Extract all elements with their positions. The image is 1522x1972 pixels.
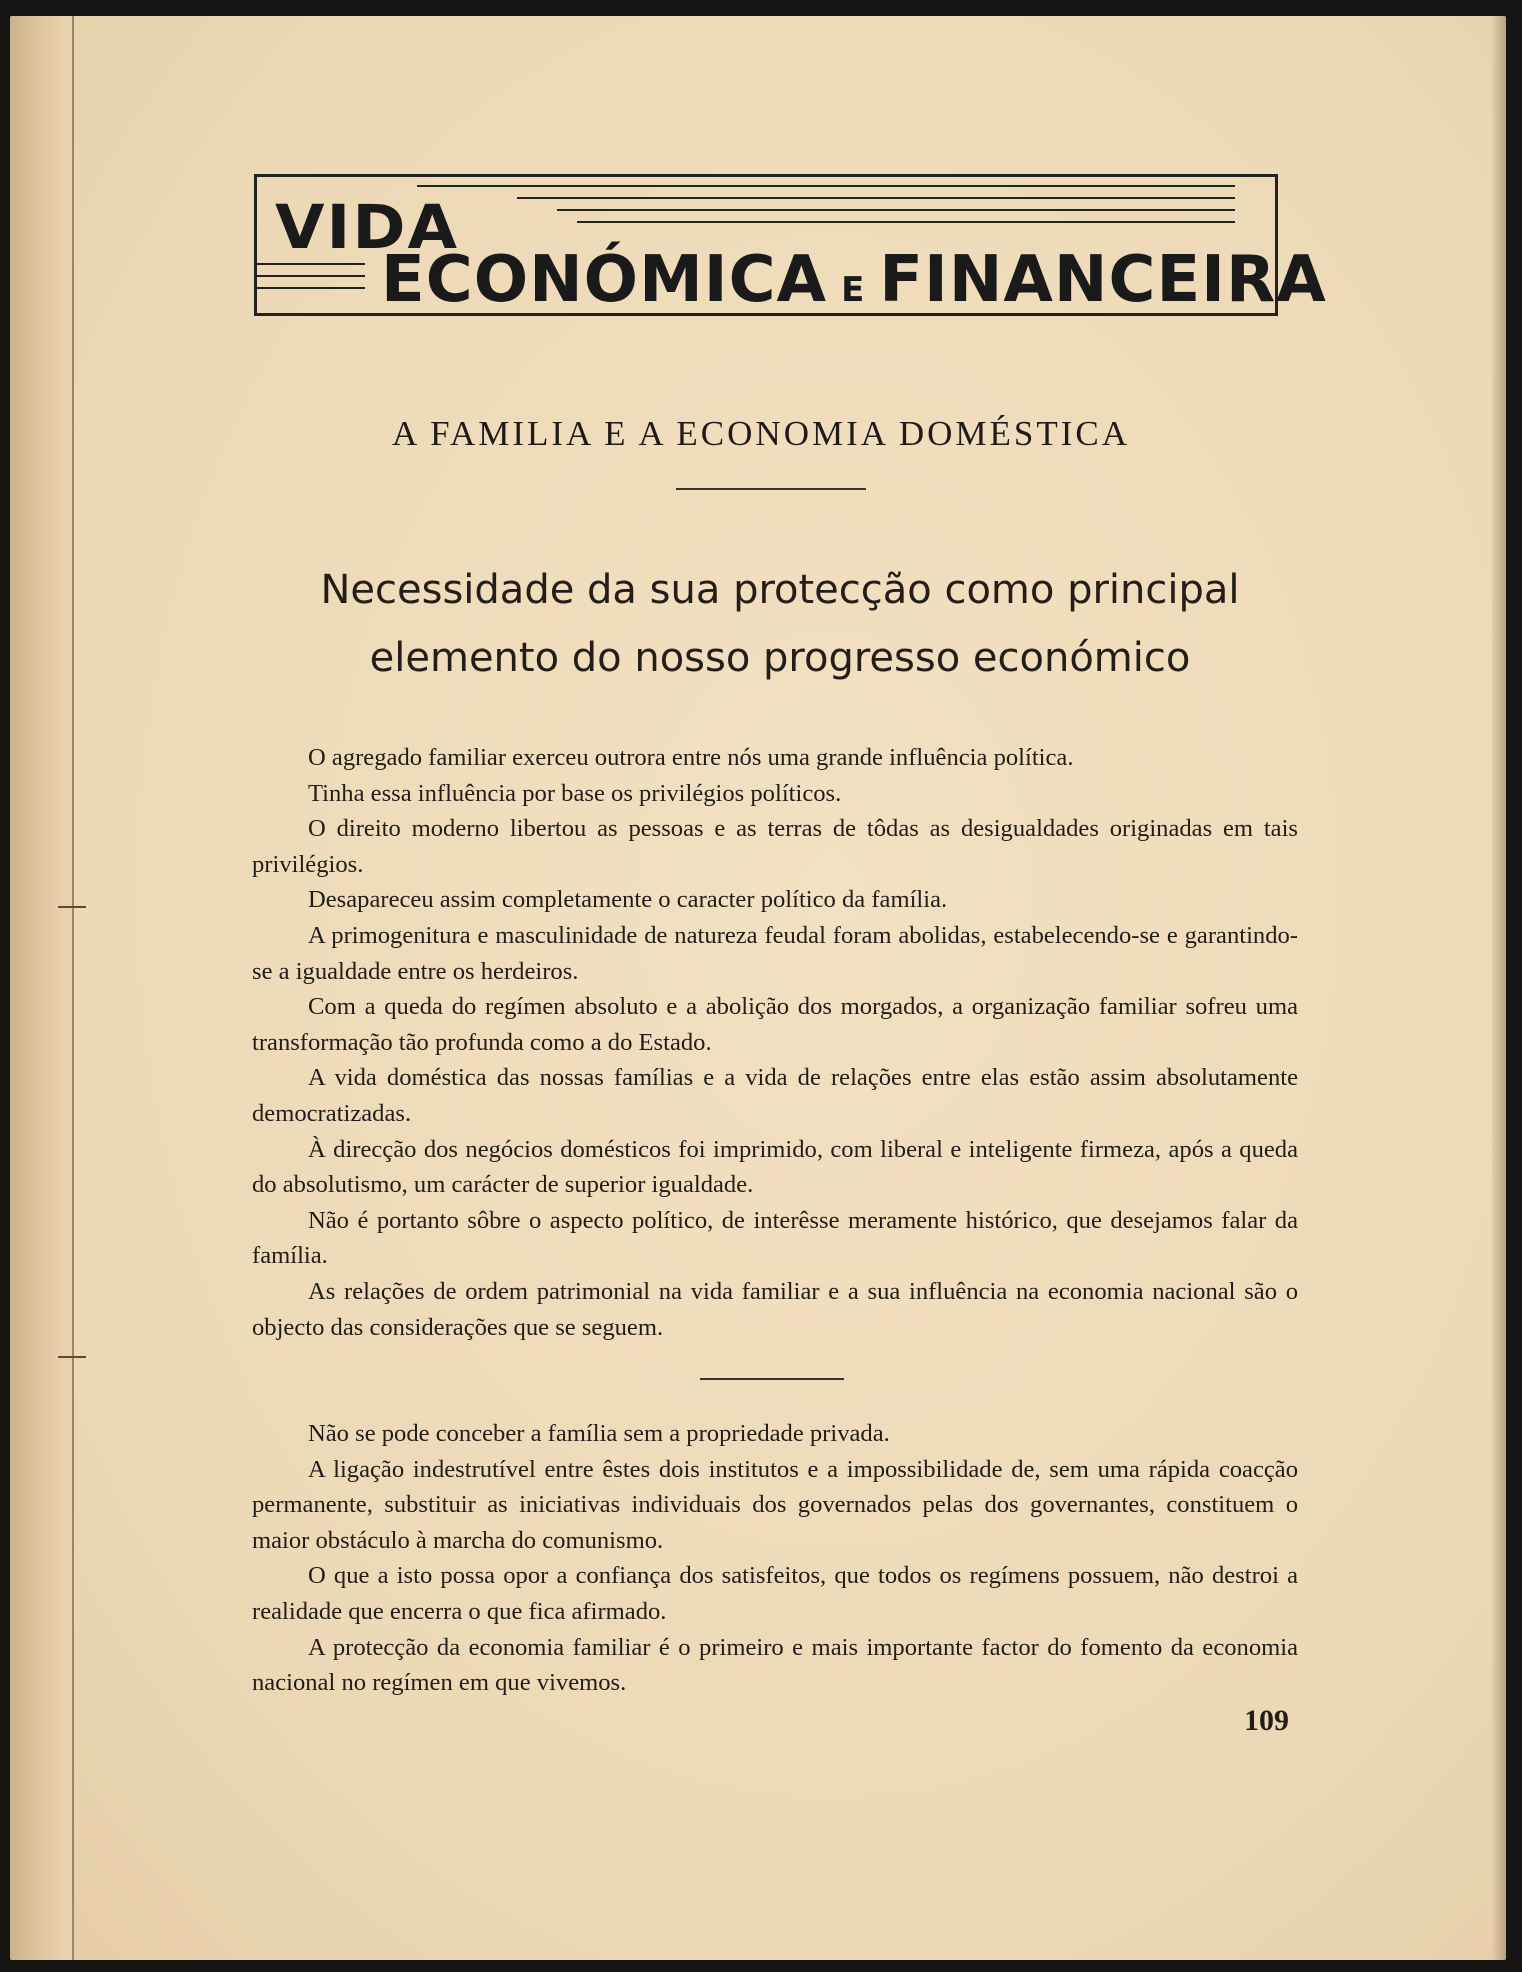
paragraph: As relações de ordem patrimonial na vida familiar e a sua influência na economia nacional são o objecto das considerações que se seguem. (252, 1277, 1298, 1341)
paragraph: Com a queda do regímen absoluto e a abolição dos morgados, a organização familiar sofreu uma transformação tão profunda como a do Estado. (252, 993, 1298, 1056)
paragraph: A ligação indestrutível entre êstes dois institutos e a impossibilidade de, sem uma rápida coacção permanente, substituir as iniciativas individuais dos governados pelas dos governantes, constituem o maior obstáculo à marcha do comunismo. (252, 1455, 1298, 1554)
masthead-word-vida: VIDA (275, 192, 459, 264)
article-title: A FAMILIA E A ECONOMIA DOMÉSTICA (391, 414, 1131, 453)
masthead-rule (257, 263, 365, 265)
masthead-word-economica: ECONÓMICA (381, 243, 828, 317)
paragraph: À direcção dos negócios domésticos foi imprimido, com liberal e inteligente firmeza, após a queda do absolutismo, um carácter de superior igualdade. (252, 1135, 1298, 1199)
paragraph: Tinha essa influência por base os privilégios políticos. (308, 779, 842, 807)
masthead-rule (257, 275, 365, 277)
paragraph: O que a isto possa opor a confiança dos satisfeitos, que todos os regímens possuem, não destroi a realidade que encerra o que fica afirmado. (252, 1562, 1298, 1625)
masthead-word-financeira: FINANCEIRA (879, 243, 1327, 317)
body-section-2 (252, 1416, 1298, 1701)
gutter-mark (58, 1356, 86, 1358)
masthead-rule (417, 185, 1235, 187)
paragraph: A primogenitura e masculinidade de natureza feudal foram abolidas, estabelecendo-se e garantindo-se a igualdade entre os herdeiros. (252, 921, 1298, 985)
paragraph: Não se pode conceber a família sem a propriedade privada. (308, 1420, 890, 1447)
paragraph: A vida doméstica das nossas famílias e a vida de relações entre elas estão assim absolutamente democratizadas. (252, 1064, 1298, 1127)
title-separator (676, 488, 866, 490)
masthead-conjunction: E (841, 270, 866, 310)
paragraph: Não é portanto sôbre o aspecto político, de interêsse meramente histórico, que desejamos falar da família. (252, 1206, 1298, 1270)
paragraph: O agregado familiar exerceu outrora entre nós uma grande influência política. (308, 744, 1074, 771)
masthead-main-line (381, 243, 1327, 317)
body-section-1 (252, 740, 1298, 1345)
subtitle-line: elemento do nosso progresso económico (369, 635, 1191, 681)
masthead-rule (557, 209, 1235, 211)
article-subtitle (200, 556, 1360, 692)
paragraph: O direito moderno libertou as pessoas e as terras de tôdas as desigualdades originadas em tais privilégios. (252, 815, 1298, 878)
page-edge (1492, 16, 1506, 1960)
masthead-rule (577, 221, 1235, 223)
paragraph: Desapareceu assim completamente o caracter político da família. (308, 886, 948, 914)
section-masthead (254, 174, 1327, 317)
page-number: 109 (1244, 1704, 1289, 1737)
section-separator (700, 1378, 844, 1380)
masthead-rule (517, 197, 1235, 199)
paragraph: A protecção da economia familiar é o primeiro e mais importante factor do fomento da economia nacional no regímen em que vivemos. (252, 1633, 1298, 1697)
page-gutter (10, 16, 74, 1960)
gutter-mark (58, 906, 86, 908)
subtitle-line: Necessidade da sua protecção como principal (320, 567, 1240, 613)
masthead-rule (257, 287, 365, 289)
